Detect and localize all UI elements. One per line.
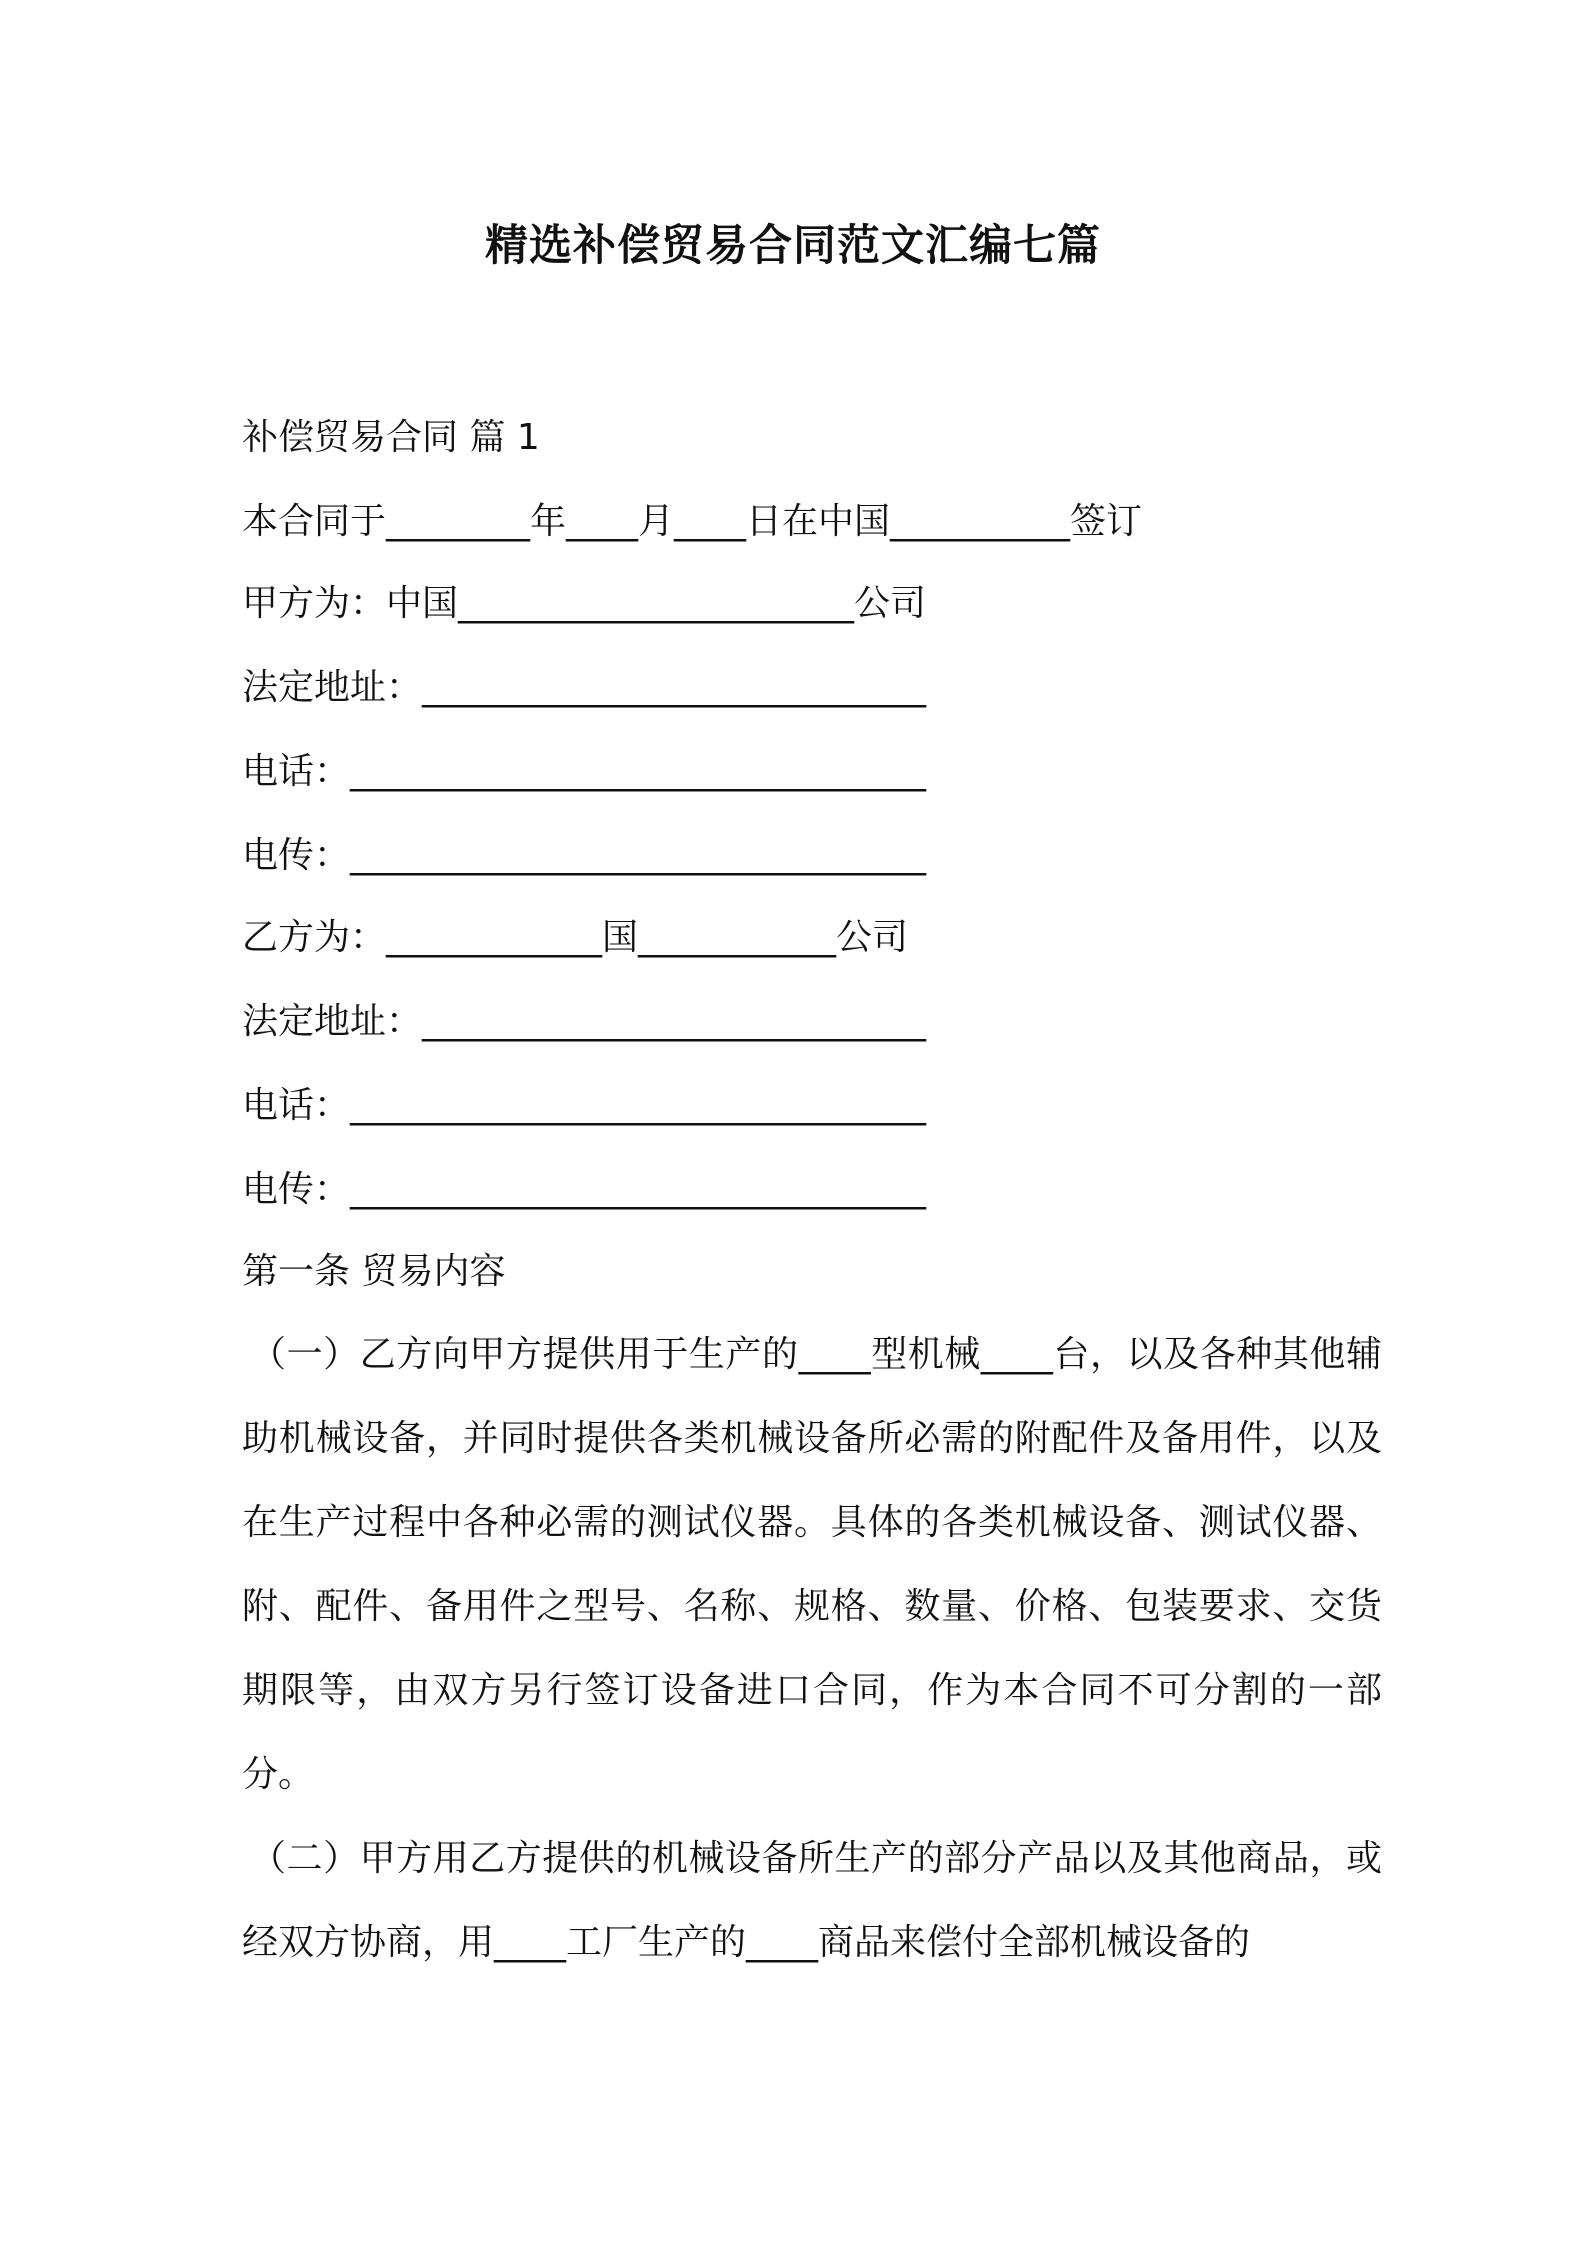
party-b-phone-line: 电话：________________________________ — [242, 1085, 927, 1126]
party-a-phone-line: 电话：________________________________ — [242, 751, 927, 792]
clause-1-paragraph — [242, 1313, 1382, 1817]
party-b-name-line: 乙方为：____________国___________公司 — [242, 917, 909, 958]
clause-1-text: （一）乙方向甲方提供用于生产的____型机械____台，以及各种其他辅助机械设备，并同时提供各类机械设备所必需的附配件及备用件，以及在生产过程中各种必需的测试仪器。具体的各类机械设备、测试仪器、附、配件、备用件之型号、名称、规格、数量、价格、包装要求、交货期限等，由双方另行签订设备进口合同，作为本合同不可分割的一部分。 — [242, 1334, 1382, 1795]
document-title: 精选补偿贸易合同范文汇编七篇 — [485, 221, 1101, 271]
party-b-address-line: 法定地址：____________________________ — [242, 1001, 927, 1042]
contract-date-line: 本合同于________年____月____日在中国__________签订 — [242, 501, 1143, 542]
party-b-telex-line: 电传：________________________________ — [242, 1169, 927, 1210]
party-a-telex-line: 电传：________________________________ — [242, 835, 927, 876]
party-a-name-line: 甲方为：中国______________________公司 — [242, 583, 927, 624]
section-heading: 补偿贸易合同 篇 1 — [242, 417, 540, 458]
clause-2-paragraph — [242, 1817, 1382, 1985]
party-a-address-line: 法定地址：____________________________ — [242, 667, 927, 708]
clause-2-text: （二）甲方用乙方提供的机械设备所生产的部分产品以及其他商品，或经双方协商，用____工厂生产的____商品来偿付全部机械设备的 — [242, 1838, 1382, 1963]
article-heading: 第一条 贸易内容 — [242, 1251, 506, 1292]
